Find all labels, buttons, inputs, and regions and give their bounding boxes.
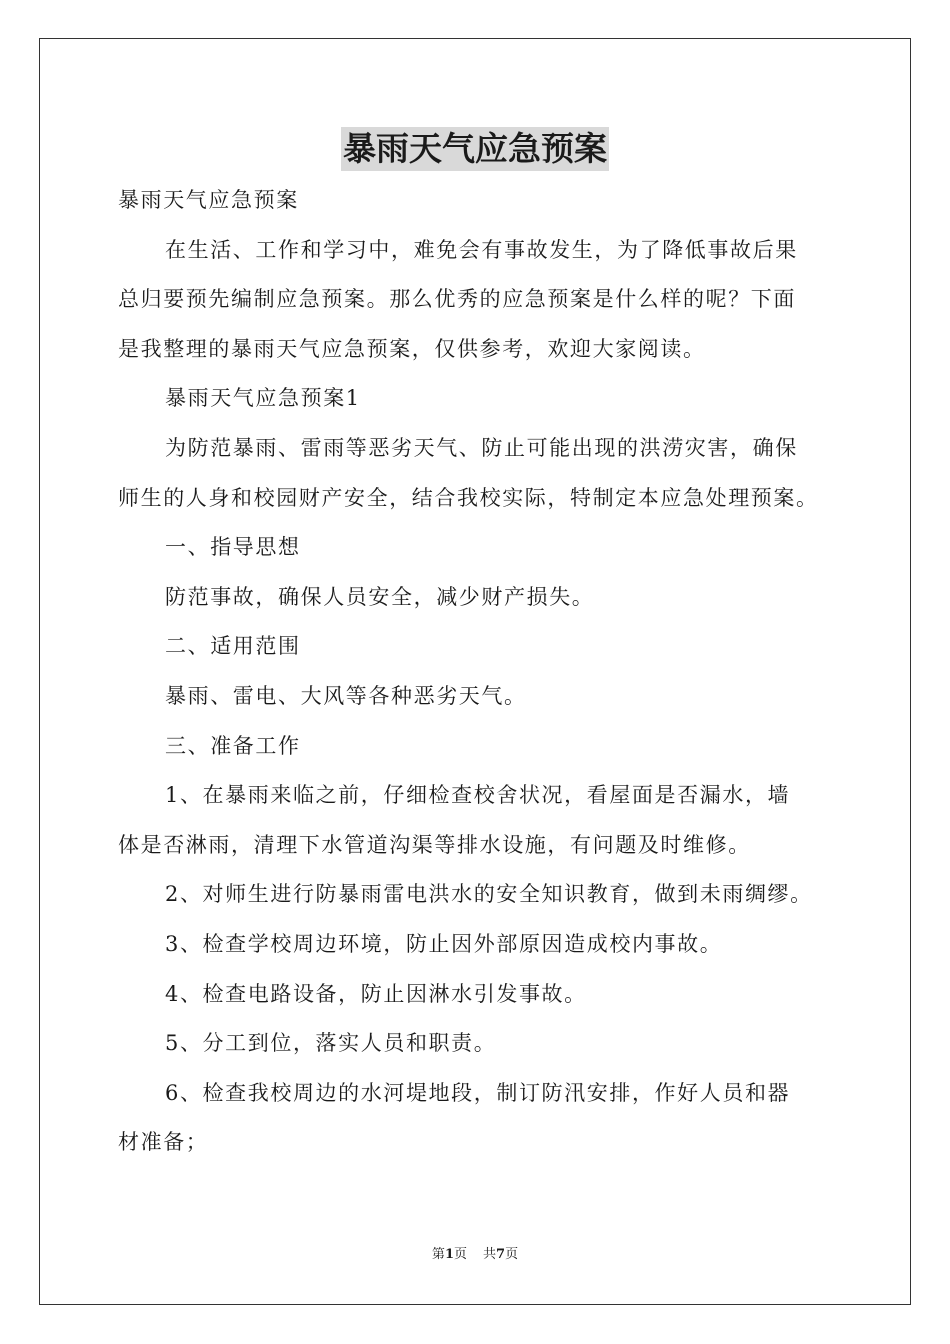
paragraph-line: 暴雨天气应急预案1: [165, 386, 361, 411]
page-number: 1: [444, 1247, 454, 1262]
title-container: [0, 127, 950, 171]
page-suffix: 页: [453, 1247, 467, 1262]
total-pages: 7: [496, 1247, 506, 1262]
page-footer: [0, 1245, 950, 1265]
paragraph-line: 6、检查我校周边的水河堤地段，制订防汛安排，作好人员和器: [165, 1080, 791, 1105]
document-body: [118, 176, 838, 1168]
paragraph-line: 1、在暴雨来临之前，仔细检查校舍状况，看屋面是否漏水，墙: [165, 783, 791, 808]
page-prefix: 第: [431, 1247, 445, 1262]
paragraph-line: 暴雨天气应急预案: [118, 188, 299, 212]
paragraph-line: 3、检查学校周边环境，防止因外部原因造成校内事故。: [165, 931, 723, 956]
paragraph-line: 总归要预先编制应急预案。那么优秀的应急预案是什么样的呢？下面: [118, 287, 796, 312]
paragraph-line: 一、指导思想: [165, 535, 301, 560]
paragraph-line: 体是否淋雨，清理下水管道沟渠等排水设施，有问题及时维修。: [118, 832, 751, 857]
paragraph-line: 材准备；: [118, 1130, 209, 1155]
paragraph-line: 是我整理的暴雨天气应急预案，仅供参考，欢迎大家阅读。: [118, 336, 706, 361]
paragraph-line: 为防范暴雨、雷雨等恶劣天气、防止可能出现的洪涝灾害，确保: [165, 435, 798, 460]
paragraph-line: 防范事故，确保人员安全，减少财产损失。: [165, 584, 595, 609]
paragraph-line: 在生活、工作和学习中，难免会有事故发生，为了降低事故后果: [165, 237, 798, 262]
paragraph-line: 暴雨、雷电、大风等各种恶劣天气。: [165, 683, 527, 708]
paragraph-line: 4、检查电路设备，防止因淋水引发事故。: [165, 981, 587, 1006]
total-suffix: 页: [505, 1247, 519, 1262]
document-title: 暴雨天气应急预案: [341, 127, 609, 171]
paragraph-line: 二、适用范围: [165, 634, 301, 659]
paragraph-line: 2、对师生进行防暴雨雷电洪水的安全知识教育，做到未雨绸缪。: [165, 882, 813, 907]
paragraph-line: 5、分工到位，落实人员和职责。: [165, 1031, 497, 1056]
total-prefix: 共: [483, 1247, 497, 1262]
paragraph-line: 师生的人身和校园财产安全，结合我校实际，特制定本应急处理预案。: [118, 485, 819, 510]
paragraph-line: 三、准备工作: [165, 733, 301, 758]
